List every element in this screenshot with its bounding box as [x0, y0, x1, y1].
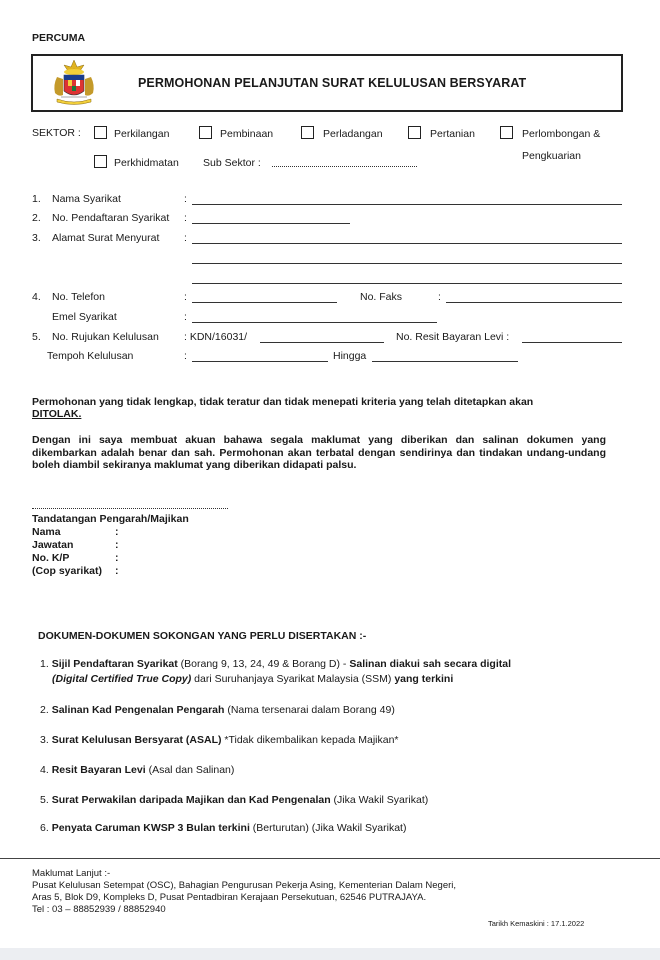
malaysia-coat-of-arms-icon	[45, 59, 103, 107]
doc-item-2-normal: (Nama tersenarai dalam Borang 49)	[224, 704, 395, 716]
no-resit-field[interactable]	[522, 342, 622, 343]
option-perlombongan: Perlombongan &	[522, 128, 601, 140]
checkbox-perladangan[interactable]	[301, 126, 314, 139]
sektor-label: SEKTOR :	[32, 127, 81, 139]
doc-item-4-normal: (Asal dan Salinan)	[145, 764, 235, 776]
field-label-telefon: No. Telefon	[52, 291, 105, 303]
doc-item-1-line2-normal: dari Suruhanjaya Syarikat Malaysia (SSM)	[191, 673, 395, 685]
checkbox-perkilangan[interactable]	[94, 126, 107, 139]
field-num-1: 1.	[32, 193, 41, 205]
field-label-faks: No. Faks	[360, 291, 403, 303]
doc-item-6-bold: Penyata Caruman KWSP 3 Bulan terkini	[51, 822, 250, 834]
notice-ditolak: DITOLAK.	[32, 408, 82, 420]
doc-item-5	[40, 794, 428, 806]
field-colon-nama: :	[184, 193, 187, 205]
field-colon-alamat: :	[184, 232, 187, 244]
sign-colon-nama: :	[115, 526, 119, 538]
doc-item-5-num: 5.	[40, 794, 49, 806]
top-label: PERCUMA	[32, 32, 86, 44]
field-colon-emel: :	[184, 311, 187, 323]
doc-item-6	[40, 822, 406, 834]
option-perladangan: Perladangan	[323, 128, 383, 140]
doc-item-1-line2	[52, 673, 453, 685]
field-label-tempoh: Tempoh Kelulusan	[47, 350, 134, 362]
alamat-field-line-2[interactable]	[192, 263, 622, 264]
checkbox-perkhidmatan[interactable]	[94, 155, 107, 168]
doc-item-1-line2-bold: yang terkini	[394, 673, 454, 685]
field-label-resit: No. Resit Bayaran Levi :	[396, 331, 510, 343]
doc-item-3	[40, 734, 399, 746]
doc-item-2	[40, 704, 395, 716]
documents-title: DOKUMEN-DOKUMEN SOKONGAN YANG PERLU DISERTAKAN :-	[38, 630, 367, 642]
no-telefon-field[interactable]	[192, 302, 337, 303]
doc-item-2-bold: Salinan Kad Pengenalan Pengarah	[51, 704, 225, 716]
option-pembinaan: Pembinaan	[220, 128, 274, 140]
field-label-hingga: Hingga	[333, 350, 367, 362]
sub-sektor-label: Sub Sektor :	[203, 157, 261, 169]
option-pertanian: Pertanian	[430, 128, 475, 140]
field-num-2: 2.	[32, 212, 41, 224]
sub-sektor-field[interactable]	[272, 166, 417, 167]
sign-label-kp: No. K/P	[32, 552, 70, 564]
option-pengkuarian: Pengkuarian	[522, 150, 581, 162]
emel-syarikat-field[interactable]	[192, 322, 437, 323]
tempoh-mula-field[interactable]	[192, 361, 328, 362]
field-label-nama: Nama Syarikat	[52, 193, 121, 205]
notice-declaration: Dengan ini saya membuat akuan bahawa segala maklumat yang diberikan dan salinan dokumen yang dikembarkan adalah benar dan sah. Permohonan akan terbatal dengan sendirinya dan tindakan undang-undang boleh diambil sekiranya maklumat yang diberikan didapati palsu.	[32, 434, 606, 471]
doc-item-5-normal: (Jika Wakil Syarikat)	[330, 794, 429, 806]
sign-colon-cop: :	[115, 565, 119, 577]
field-num-4: 4.	[32, 291, 41, 303]
doc-item-4	[40, 764, 234, 776]
sign-colon-jawatan: :	[115, 539, 119, 551]
doc-item-5-bold: Surat Perwakilan daripada Majikan dan Kad Pengenalan	[51, 794, 331, 806]
doc-item-3-bold: Surat Kelulusan Bersyarat (ASAL)	[51, 734, 222, 746]
sign-label-nama: Nama	[32, 526, 61, 538]
tempoh-hingga-field[interactable]	[372, 361, 518, 362]
field-colon-telefon: :	[184, 291, 187, 303]
no-pendaftaran-field[interactable]	[192, 223, 350, 224]
field-label-pendaftaran: No. Pendaftaran Syarikat	[52, 212, 170, 224]
field-colon-faks: :	[438, 291, 441, 303]
field-label-rujukan: No. Rujukan Kelulusan	[52, 331, 159, 343]
field-colon-tempoh: :	[184, 350, 187, 362]
doc-item-3-normal: *Tidak dikembalikan kepada Majikan*	[221, 734, 399, 746]
doc-item-1-bold: Sijil Pendaftaran Syarikat	[51, 658, 178, 670]
footer-line-4: Tel : 03 – 88852939 / 88852940	[32, 904, 166, 915]
doc-item-1-num: 1.	[40, 658, 49, 670]
alamat-field-line-1[interactable]	[192, 243, 622, 244]
doc-item-1-normal: (Borang 9, 13, 24, 49 & Borang D) -	[177, 658, 350, 670]
doc-item-1	[40, 658, 511, 670]
sign-label-jawatan: Jawatan	[32, 539, 74, 551]
option-perkhidmatan: Perkhidmatan	[114, 157, 179, 169]
footer-divider	[0, 858, 660, 859]
doc-item-2-num: 2.	[40, 704, 49, 716]
signature-label: Tandatangan Pengarah/Majikan	[32, 513, 189, 525]
notice-incomplete	[32, 396, 606, 409]
form-title: PERMOHONAN PELANJUTAN SURAT KELULUSAN BERSYARAT	[138, 76, 527, 90]
alamat-field-line-3[interactable]	[192, 283, 622, 284]
sign-label-cop: (Cop syarikat)	[32, 565, 103, 577]
field-label-alamat: Alamat Surat Menyurat	[52, 232, 160, 244]
nama-syarikat-field[interactable]	[192, 204, 622, 205]
option-perkilangan: Perkilangan	[114, 128, 170, 140]
footer-line-3: Aras 5, Blok D9, Kompleks D, Pusat Pentadbiran Kerajaan Persekutuan, 62546 PUTRAJAYA.	[32, 892, 427, 903]
doc-item-4-num: 4.	[40, 764, 49, 776]
footer-line-1: Maklumat Lanjut :-	[32, 868, 111, 879]
field-num-3: 3.	[32, 232, 41, 244]
doc-item-6-num: 6.	[40, 822, 49, 834]
sign-colon-kp: :	[115, 552, 119, 564]
page-bottom-edge	[0, 948, 660, 960]
doc-item-4-bold: Resit Bayaran Levi	[51, 764, 146, 776]
field-colon-pendaftaran: :	[184, 212, 187, 224]
field-label-emel: Emel Syarikat	[52, 311, 117, 323]
signature-line[interactable]	[32, 508, 228, 509]
no-faks-field[interactable]	[446, 302, 622, 303]
doc-item-1-bold2: Salinan diakui sah secara digital	[349, 658, 512, 670]
checkbox-perlombongan[interactable]	[500, 126, 513, 139]
doc-item-1-italic: (Digital Certified True Copy)	[52, 673, 192, 685]
doc-item-3-num: 3.	[40, 734, 49, 746]
checkbox-pertanian[interactable]	[408, 126, 421, 139]
field-value-rujukan: : KDN/16031/	[184, 331, 248, 343]
header-box	[31, 54, 623, 112]
no-rujukan-field[interactable]	[260, 342, 384, 343]
notice-incomplete-text: Permohonan yang tidak lengkap, tidak teratur dan tidak menepati kriteria yang telah ditetapkan akan	[32, 396, 534, 408]
doc-item-6-normal: (Berturutan) (Jika Wakil Syarikat)	[249, 822, 407, 834]
field-num-5: 5.	[32, 331, 41, 343]
footer-updated-date: Tarikh Kemaskini : 17.1.2022	[488, 919, 585, 928]
footer-line-2: Pusat Kelulusan Setempat (OSC), Bahagian Pengurusan Pekerja Asing, Kementerian Dalam Negeri,	[32, 880, 457, 891]
checkbox-pembinaan[interactable]	[199, 126, 212, 139]
